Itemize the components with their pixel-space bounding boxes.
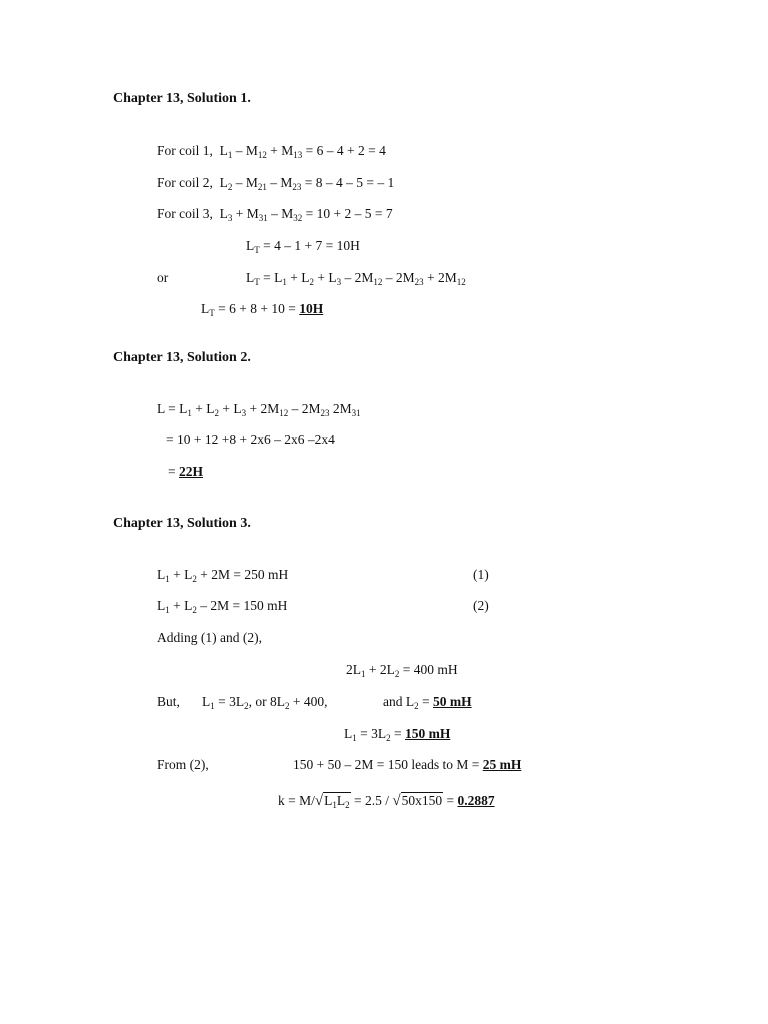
coil2-label: For coil 2, bbox=[157, 175, 213, 190]
s3-sum-line: $2L_1 + 2L_2 = 400$ mH bbox=[346, 662, 458, 679]
s3-from2-line bbox=[293, 757, 521, 773]
or-label: or bbox=[157, 270, 169, 285]
lt-formula-line: $L_T = L_1 + L_2 + L_3 - 2M_{12} - 2M_{23} + 2M_{12}$ bbox=[246, 270, 466, 287]
coil2-eq: = 8 – 4 – 5 = – 1 bbox=[304, 175, 395, 190]
s3-from2-label: From (2), bbox=[157, 757, 209, 772]
s2-result-line bbox=[168, 464, 203, 480]
s3-eq1-number: (1) bbox=[473, 567, 489, 582]
solution-3-heading: Chapter 13, Solution 3. bbox=[113, 516, 251, 531]
s3-k-answer: 0.2887 bbox=[457, 793, 495, 808]
coil2-line: For coil 2, $L_2 - M_{21} - M_{23} = 8 - 4 - 5$ = – 1 bbox=[157, 175, 395, 192]
lt-sum-eq: = 4 – 1 + 7 = 10H bbox=[263, 238, 360, 253]
s3-k-mid: = 2.5 / bbox=[353, 793, 389, 808]
radical-sign-icon: √ bbox=[314, 793, 324, 809]
s3-adding-text: Adding (1) and (2), bbox=[157, 630, 262, 645]
solution-2-heading: Chapter 13, Solution 2. bbox=[113, 350, 251, 365]
solution-1-heading: Chapter 13, Solution 1. bbox=[113, 91, 251, 106]
s3-or-rest: + 400, bbox=[292, 694, 328, 709]
s3-but-line: $L_1 = 3L_2$, or $8L_2 + 400$, bbox=[202, 694, 328, 711]
s3-k-eq: = bbox=[446, 793, 455, 808]
radical-sign-icon: √ bbox=[392, 793, 401, 809]
s2-result-prefix: = bbox=[168, 464, 176, 479]
coil3-label: For coil 3, bbox=[157, 206, 213, 221]
s3-l1-answer: 150 mH bbox=[405, 726, 451, 741]
s3-eq2-number: (2) bbox=[473, 598, 489, 613]
s3-and-text: and L bbox=[383, 694, 415, 709]
coil3-line: For coil 3, $L_3 + M_{31} - M_{32} = 10 + 2 - 5 = 7$ bbox=[157, 206, 393, 223]
lt-answer: 10H bbox=[299, 301, 324, 316]
lt-result-eq: = 6 + 8 + 10 = bbox=[218, 301, 296, 316]
s3-k-prefix: k = M/ bbox=[278, 793, 315, 808]
s3-but-label: But, bbox=[157, 694, 180, 709]
s3-eq1: + 2M = 250 mH bbox=[200, 567, 289, 582]
sqrt-l1l2: $√L_1L_2$ bbox=[314, 793, 350, 810]
coil3-eq: = 10 + 2 – 5 = 7 bbox=[305, 206, 393, 221]
s3-eq1-line: $L_1 + L_2 + 2M = 250$ mH bbox=[157, 567, 289, 584]
s2-answer: 22H bbox=[179, 464, 204, 479]
s3-from2-eq: 150 + 50 – 2M = 150 leads to M = bbox=[293, 757, 480, 772]
s3-l1-line: $L_1 = 3L_2 = 150$ mH bbox=[344, 726, 451, 743]
lt-result-line: $L_T = 6 + 8 + 10 = 10H$ bbox=[201, 301, 324, 318]
s2-formula-line: $L = L_1 + L_2 + L_3 + 2M_{12} - 2M_{23}$ $2M_{31}$ bbox=[157, 401, 361, 418]
s3-eq2-line: $L_1 + L_2 - 2M = 150$ mH bbox=[157, 598, 288, 615]
s3-sum: = 400 mH bbox=[402, 662, 458, 677]
s3-l2-answer: 50 mH bbox=[433, 694, 472, 709]
s3-l2-line: and $L_2 = 50$ mH bbox=[383, 694, 472, 711]
s2-values-line: = 10 + 12 +8 + 2x6 – 2x6 –2x4 bbox=[166, 432, 335, 447]
sqrt-product-value: 50x150 bbox=[401, 793, 443, 808]
s3-k-line bbox=[278, 793, 495, 809]
s3-m-answer: 25 mH bbox=[482, 757, 522, 772]
coil1-eq: = 6 – 4 + 2 = 4 bbox=[305, 143, 386, 158]
coil1-label: For coil 1, bbox=[157, 143, 213, 158]
coil1-line: For coil 1, $L_1 - M_{12} + M_{13} = 6 - 4 + 2 = 4$ bbox=[157, 143, 386, 160]
s3-or-text: , or 8L bbox=[248, 694, 285, 709]
sqrt-product bbox=[392, 793, 443, 809]
lt-sum-line: $L_T = 4 - 1 + 7 = 10H$ bbox=[246, 238, 360, 255]
s3-eq2: – 2M = 150 mH bbox=[200, 598, 288, 613]
